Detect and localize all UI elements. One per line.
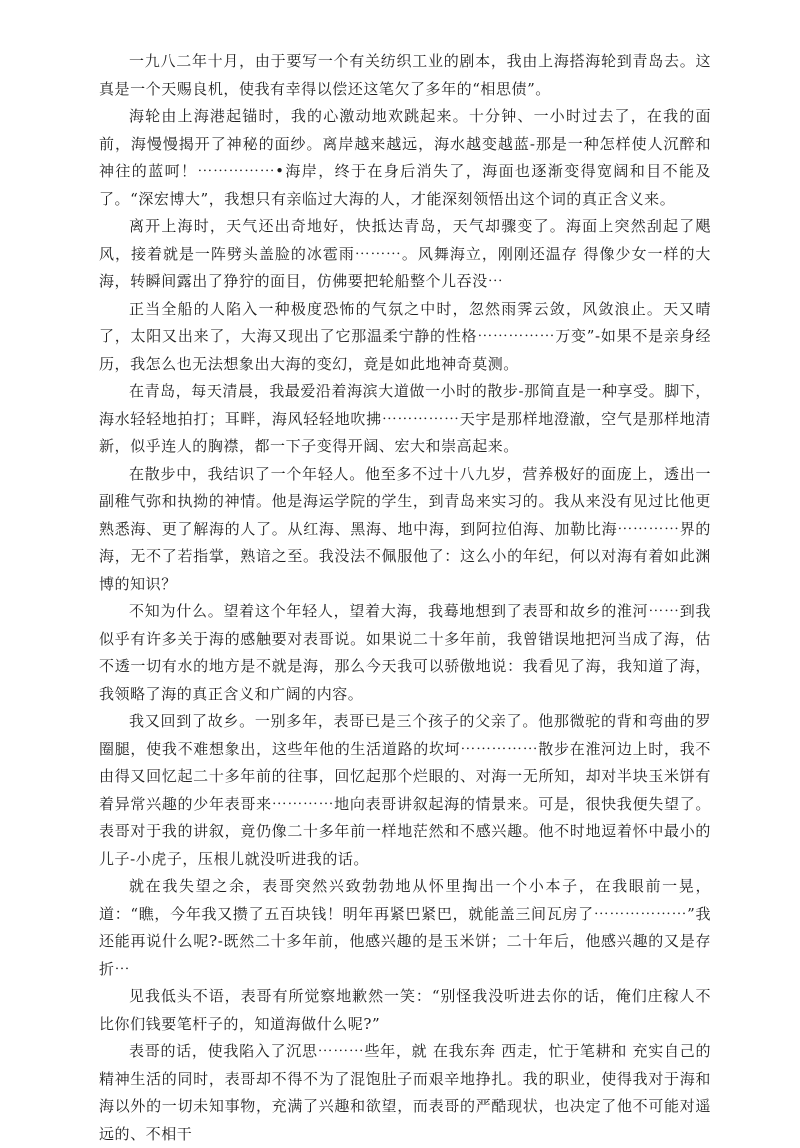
paragraph-10: 见我低头不语，表哥有所觉察地歉然一笑：“别怪我没听进去你的话，俺们庄稼人不比你们钱要笔杆子的，知道海做什么呢?” <box>99 987 711 1033</box>
paragraph-7: 不知为什么。望着这个年轻人，望着大海，我蓦地想到了表哥和故乡的淮河⋯⋯到我似乎有许多关于海的感触要对表哥说。如果说二十多年前，我曾错误地把河当成了海，估不透一切有水的地方是不就是海，那么今天我可以骄傲地说：我看见了海，我知道了海，我领略了海的真正含义和广阔的内容。 <box>99 602 711 703</box>
paragraph-3: 离开上海时，天气还出奇地好，快抵达青岛，天气却骤变了。海面上突然刮起了飓风，接着就是一阵劈头盖脸的冰雹雨⋯⋯⋯。风舞海立，刚刚还温存 得像少女一样的大海，转瞬间露出了狰狞的面目，仿佛要把轮船整个儿吞没⋯ <box>99 217 711 290</box>
paragraph-8: 我又回到了故乡。一别多年，表哥已是三个孩子的父亲了。他那微驼的背和弯曲的罗圈腿，使我不难想象出，这些年他的生活道路的坎坷⋯⋯⋯⋯⋯散步在淮河边上时，我不由得又回忆起二十多年前的往事，回忆起那个烂眼的、对海一无所知，却对半块玉米饼有着异常兴趣的少年表哥来⋯⋯⋯⋯地向表哥讲叙起海的情景来。可是，很快我便失望了。表哥对于我的讲叙，竟仍像二十多年前一样地茫然和不感兴趣。他不时地逗着怀中最小的儿子-小虎子，压根儿就没听进我的话。 <box>99 712 711 868</box>
paragraph-4: 正当全船的人陷入一种极度恐怖的气氛之中时，忽然雨霁云敛，风敛浪止。天又晴了，太阳又出来了，大海又现出了它那温柔宁静的性格⋯⋯⋯⋯⋯万变”-如果不是亲身经历，我怎么也无法想象出大海的变幻，竟是如此地神奇莫测。 <box>99 299 711 373</box>
article-body <box>99 48 711 1148</box>
paragraph-11: 表哥的话，使我陷入了沉思⋯⋯⋯些年，就 在我东奔 西走，忙于笔耕和 充实自己的精神生活的同时，表哥却不得不为了混饱肚子而艰辛地挣扎。我的职业，使得我对于海和海以外的一切未知事物，充满了兴趣和欲望，而表哥的严酷现状，也决定了他不可能对遥远的、不相干 <box>99 1042 711 1143</box>
paragraph-9: 就在我失望之余，表哥突然兴致勃勃地从怀里掏出一个小本子，在我眼前一晃，道：“瞧，今年我又攒了五百块钱！明年再紧巴紧巴，就能盖三间瓦房了⋯⋯⋯⋯⋯⋯”我还能再说什么呢?-既然二十多年前，他感兴趣的是玉米饼；二十年后，他感兴趣的又是存折⋯ <box>99 877 711 978</box>
paragraph-6: 在散步中，我结识了一个年轻人。他至多不过十八九岁，营养极好的面庞上，透出一副稚气弥和执拗的神情。他是海运学院的学生，到青岛来实习的。我从来没有见过比他更熟悉海、更了解海的人了。从红海、黑海、地中海，到阿拉伯海、加勒比海⋯⋯⋯⋯界的海，无不了若指掌，熟谙之至。我没法不佩服他了：这么小的年纪，何以对海有着如此渊博的知识？ <box>99 464 711 593</box>
paragraph-1: 一九八二年十月，由于要写一个有关纺织工业的剧本，我由上海搭海轮到青岛去。这真是一个天赐良机，使我有幸得以偿还这笔欠了多年的“相思债”。 <box>99 52 711 98</box>
paragraph-2: 海轮由上海港起锚时，我的心激动地欢跳起来。十分钟、一小时过去了，在我的面前，海慢慢揭开了神秘的面纱。离岸越来越远，海水越变越蓝-那是一种怎样使人沉醉和神往的蓝呵！⋯⋯⋯⋯⋯•海岸，终于在身后消失了，海面也逐渐变得宽阔和目不能及了。“深宏博大”，我想只有亲临过大海的人，才能深刻领悟出这个词的真正含义来。 <box>99 107 711 208</box>
paragraph-5: 在青岛，每天清晨，我最爱沿着海滨大道做一小时的散步-那简直是一种享受。脚下，海水轻轻地拍打；耳畔，海风轻轻地吹拂⋯⋯⋯⋯⋯天宇是那样地澄澈，空气是那样地清新，似乎连人的胸襟，都一下子变得开阔、宏大和崇高起来。 <box>99 382 711 455</box>
